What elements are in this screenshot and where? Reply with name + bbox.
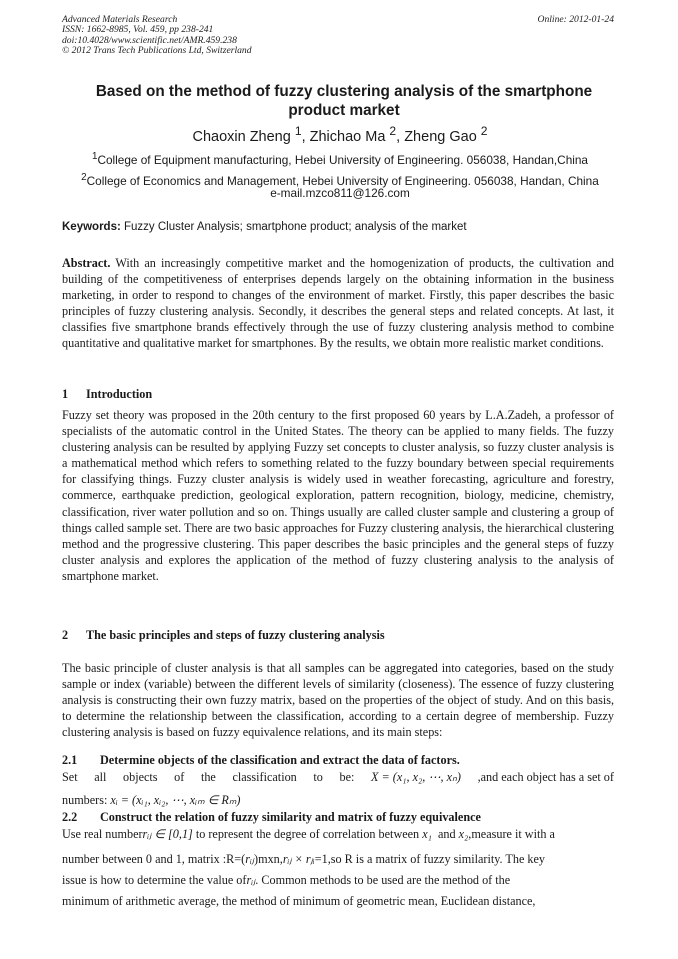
- phrase: Use real number: [62, 827, 143, 841]
- phrase: issue is how to determine the value of: [62, 873, 247, 887]
- rij-range-formula: rᵢⱼ ∈ [0,1]: [142, 827, 193, 841]
- author-email: e-mail.mzco811@126.com: [270, 186, 410, 200]
- x2-symbol: x₂: [458, 827, 469, 841]
- subsection-2-1-line-2: [62, 792, 240, 808]
- phrase: . Common methods to be used are the method of the: [255, 873, 511, 887]
- subsection-2-2-line-3: [62, 872, 614, 888]
- word: classification: [232, 770, 297, 784]
- keywords: [62, 220, 618, 235]
- rij-product-formula: rᵢⱼ × rⱼᵢ: [282, 852, 315, 866]
- keywords-text: Fuzzy Cluster Analysis; smartphone product; analysis of the market: [124, 221, 467, 233]
- abstract-label: Abstract.: [62, 256, 111, 270]
- section-1-number: 1: [62, 387, 69, 401]
- phrase: numbers:: [62, 793, 108, 807]
- phrase: ,and each object has a set of: [477, 770, 614, 784]
- word: the: [200, 770, 216, 784]
- word: be:: [339, 770, 355, 784]
- x1-symbol: x₁: [422, 827, 432, 841]
- subsection-2-2-heading: [62, 809, 481, 825]
- subsection-2-2-line-2: [62, 851, 614, 867]
- phrase: =1,so R is a matrix of fuzzy similarity. The key: [314, 852, 545, 866]
- subsection-2-2-line-4: minimum of arithmetic average, the method of minimum of geometric mean, Euclidean distance,: [62, 894, 536, 908]
- affiliation-2-text: College of Economics and Management, Hebei University of Engineering. 056038, Handan, China: [86, 173, 599, 188]
- paper-title: [70, 82, 618, 120]
- rij-symbol: rᵢⱼ: [246, 873, 256, 887]
- word: Set: [62, 770, 78, 784]
- subsection-2-1-title: Determine objects of the classification and extract the data of factors.: [100, 753, 460, 767]
- journal-header: [62, 15, 252, 57]
- section-1-title: Introduction: [86, 387, 153, 401]
- section-2-heading: [62, 627, 385, 643]
- affiliation-2-mark: 2: [81, 172, 87, 183]
- phrase: number between 0 and 1, matrix :R=(: [62, 852, 246, 866]
- section-1-heading: [62, 386, 152, 402]
- subsection-2-1-number: 2.1: [62, 753, 78, 767]
- online-date: Online: 2012-01-24: [537, 14, 614, 25]
- author-3-affil: 2: [480, 124, 488, 138]
- author-list: Chaoxin Zheng $^1$, Zhichao Ma $^2$, Zheng Gao $^2$: [192, 124, 488, 145]
- rij-symbol: rᵢⱼ: [245, 852, 255, 866]
- phrase: to represent the degree of correlation between: [195, 827, 420, 841]
- set-x-formula: X = (x₁, x₂, ⋯, xₙ): [371, 770, 461, 784]
- word: all: [94, 770, 107, 784]
- author-2: Zhichao Ma: [309, 128, 386, 145]
- affiliation-1-mark: 1: [92, 151, 98, 162]
- title-line-1: Based on the method of fuzzy clustering analysis of the smartphone: [95, 83, 593, 100]
- word: to: [313, 770, 323, 784]
- subsection-2-1-line-1: [62, 769, 614, 785]
- subsection-2-2-title: Construct the relation of fuzzy similarity and matrix of fuzzy equivalence: [100, 810, 481, 824]
- affiliation-1-text: College of Equipment manufacturing, Hebei University of Engineering. 056038, Handan,China: [97, 152, 588, 167]
- keywords-label: Keywords:: [62, 221, 121, 233]
- doi-line: doi:10.4028/www.scientific.net/AMR.459.238: [62, 34, 237, 46]
- word: and: [437, 827, 456, 841]
- abstract: [62, 255, 614, 352]
- author-1: Chaoxin Zheng: [192, 128, 291, 145]
- abstract-text: With an increasingly competitive market and the homogenization of products, the cultivation and building of the competitiveness of enterprises depends largely on the obtaining information in the business marketing, in order to respond to changes of the environment of market. Firstly, this paper describes the basic principles of fuzzy clustering analysis. Secondly, it describes the general steps and related concepts. At last, it classifies five smartphone brands effectively through the use of fuzzy clustering analysis method to combine quantitative and qualitative market for smartphones. By the results, we obtain more realistic market conditions.: [62, 256, 615, 351]
- phrase: )mxn,: [254, 852, 283, 866]
- title-line-2: product market: [288, 102, 400, 119]
- journal-name: Advanced Materials Research: [62, 14, 178, 25]
- affiliation-1: [62, 149, 618, 168]
- section-2-body: The basic principle of cluster analysis is that all samples can be aggregated into categories, based on the study sample or index (variable) between the different levels of similarity (closeness). The essence of fuzzy clustering analysis is constructing their own fuzzy matrix, based on the properties of the object of study. And on this basis, to determine the relationship between the classification, according to a certain degree of membership. Fuzzy clustering analysis is based on fuzzy equivalence relations, and its main steps:: [62, 661, 614, 740]
- word: objects: [123, 770, 158, 784]
- author-1-affil: 1: [294, 124, 302, 138]
- section-2-number: 2: [62, 628, 69, 642]
- word: of: [174, 770, 185, 784]
- section-1-body: Fuzzy set theory was proposed in the 20th century to the first proposed 60 years by L.A.Zadeh, a professor of specialists of the automatic control in the United States. The theory can be applied to many fields. The fuzzy clustering analysis can be resulted by applying Fuzzy set concepts to cluster analysis, so fuzzy cluster analysis is a mathematical method which refers to something related to the fuzzy boundary between special requirements for classifying things. Fuzzy cluster analysis is widely used in weather forecasting, agriculture and forestry, commerce, earthquake prediction, geological exploration, pattern recognition, biology, medicine, chemistry, classification, river water pollution and so on. Things usually are called cluster sample and clustering a group of things called sample set. There are two basic approaches for Fuzzy clustering analysis, the hierarchical clustering method and the progressive clustering. This paper describes the basic principles and the general steps of fuzzy cluster analysis and explores the application of the method of fuzzy clustering analysis to the analysis of smartphone market.: [62, 408, 614, 583]
- copyright-line: © 2012 Trans Tech Publications Ltd, Switzerland: [62, 45, 252, 57]
- object-vector-formula: xᵢ = (xᵢ₁, xᵢ₂, ⋯, xᵢₘ ∈ Rₘ): [110, 793, 241, 807]
- subsection-2-2-line-1: [62, 826, 614, 842]
- subsection-2-1-heading: [62, 752, 460, 768]
- section-2-title: The basic principles and steps of fuzzy clustering analysis: [86, 628, 385, 642]
- author-2-affil: 2: [389, 124, 397, 138]
- subsection-2-2-number: 2.2: [62, 810, 78, 824]
- author-3: Zheng Gao: [404, 128, 477, 145]
- issn-line: ISSN: 1662-8985, Vol. 459, pp 238-241: [62, 24, 214, 36]
- phrase: ,measure it with a: [468, 827, 555, 841]
